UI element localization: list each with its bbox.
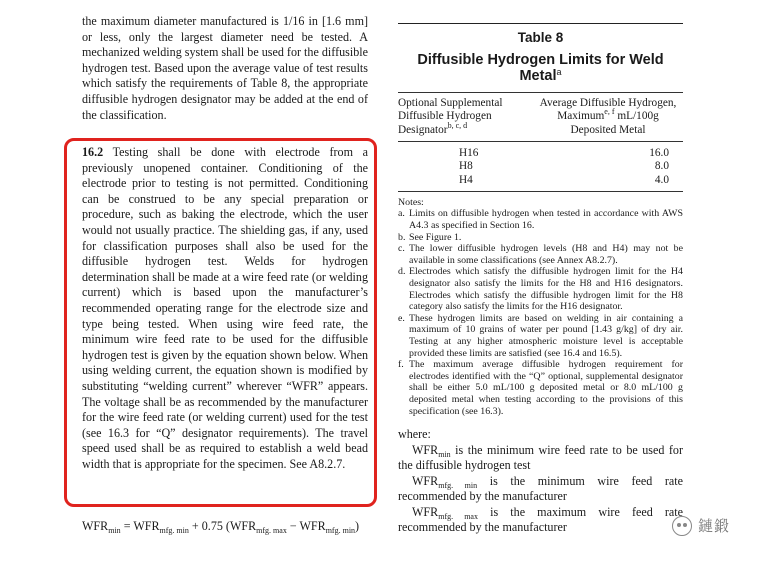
- header-line: Optional Supplemental: [398, 97, 503, 109]
- header-text: Designator: [398, 123, 448, 136]
- table-8: [398, 23, 683, 417]
- paragraph-diameter: the maximum diameter manufactured is 1/16 in [1.6 mm] or less, only the largest diameter need be tested. A mechanized welding system shall be used for the diffusible hydrogen test. Based upon the average value of test results which satisfy the requirements of Table 8, the appropriate diffusible hydrogen designator may be added at the end of the classification.: [82, 14, 368, 122]
- left-column: [82, 10, 368, 123]
- where-label: where:: [398, 427, 431, 441]
- watermark: [672, 515, 730, 536]
- note-text: See Figure 1.: [409, 231, 462, 243]
- note-item: [398, 266, 683, 312]
- note-item: [398, 208, 683, 231]
- note-text: Limits on diffusible hydrogen when tested in accordance with AWS A4.3 as specified in Section 16.: [409, 208, 683, 232]
- def-text: is the minimum wire feed rate recommended by the manufacturer: [398, 473, 683, 503]
- header-line: Deposited Metal: [570, 123, 646, 136]
- column-header-average: [533, 97, 683, 137]
- header-notes: b, c, d: [447, 120, 468, 130]
- table-caption-text: Diffusible Hydrogen Limits for Weld Metal: [417, 52, 664, 84]
- def-subscript: mfg. max: [438, 511, 478, 521]
- header-line: Average Diffusible Hydrogen,: [539, 97, 677, 109]
- cell-value: 8.0: [654, 160, 669, 173]
- table-label: Table 8: [517, 30, 564, 45]
- wfr-equation: [82, 519, 359, 534]
- definition-wfr-min: [398, 443, 683, 474]
- table-top-rule: [398, 23, 683, 24]
- column-header-designator: [398, 97, 528, 137]
- note-letter: e.: [398, 312, 405, 324]
- note-letter: c.: [398, 243, 405, 255]
- section-number: 16.2: [82, 145, 104, 159]
- table-bottom-rule: [398, 191, 683, 192]
- table-row: [398, 160, 683, 173]
- header-text: Maximum: [557, 110, 605, 123]
- eq-plus: + 0.75 (WFR: [188, 519, 257, 533]
- table-header: [398, 92, 683, 141]
- notes-heading: Notes:: [398, 196, 424, 208]
- cell-designator: H4: [459, 173, 473, 186]
- cell-value: 4.0: [654, 173, 669, 186]
- header-line: Diffusible Hydrogen: [398, 110, 492, 123]
- note-text: The lower diffusible hydrogen levels (H8 and H4) may not be available in some classifications (see Annex A8.2.7).: [409, 243, 683, 266]
- header-notes: e, f: [604, 107, 615, 117]
- table-caption: [398, 52, 683, 84]
- header-line: [533, 107, 683, 123]
- def-subscript: mfg. min: [438, 480, 478, 490]
- table-notes: [398, 197, 683, 417]
- header-line: [398, 120, 528, 137]
- eq-wfr: WFR: [82, 519, 109, 533]
- note-text: Electrodes which satisfy the diffusible hydrogen limit for the H4 designator also satisfy the limits for the H8 and H16 designators. Electrodes which satisfy the diffusible hydrogen limit for the H8 category also satisfy the limits for the H16 designator.: [409, 266, 683, 313]
- def-text: is the maximum wire feed rate recommended by the manufacturer: [398, 504, 683, 534]
- table-caption-note: a: [556, 67, 562, 77]
- cell-value: 16.0: [649, 147, 669, 160]
- table-row: [398, 174, 683, 187]
- definition-wfr-mfg-min: [398, 474, 683, 505]
- note-letter: f.: [398, 359, 404, 371]
- note-text: The maximum average diffusible hydrogen requirement for electrodes identified with the “Q” optional, supplemental designator shall be either 5.0 mL/100 g deposited metal or 8.0 mL/100 g deposited metal when testing according to the provisions of this specification (see 16.3).: [409, 359, 683, 417]
- table-body: [398, 142, 683, 191]
- wechat-icon: [672, 516, 692, 536]
- note-item: [398, 232, 683, 244]
- definition-wfr-mfg-max: [398, 505, 683, 536]
- def-symbol: WFR: [412, 442, 439, 457]
- cell-designator: H8: [459, 160, 473, 173]
- table-row: [398, 147, 683, 160]
- section-16-2: [82, 145, 368, 472]
- section-16-2-text: Testing shall be done with electrode from a previously unopened container. Conditioning of the electrode prior to testing is not permitted. Conditioning can be construed to be any special preparation or procedure, such as baking the electrode, which the user would not usually practice. The shielding gas, if any, used for classification purposes shall also be used for the diffusible hydrogen test. Welds for hydrogen determination shall be made at a wire feed rate (or welding current) which is based upon the manufacturer’s recommended operating range for the electrode size and type being tested. When using wire feed rate, the minimum wire feed rate to be used for the diffusible hydrogen test is given by the equation shown below. When using welding current, the equation shown is modified by substituting “welding current” wherever “WFR” appears. The voltage shall be as recommended by the manufacturer for the wire feed rate (or welding current) used for the test (see 16.3 for “Q” designator requirements). The travel speed used shall be as required to establish a weld bead width that is appropriate for the specimen. See A8.2.7.: [82, 145, 368, 471]
- note-letter: d.: [398, 266, 406, 278]
- cell-designator: H16: [459, 147, 479, 160]
- note-letter: b.: [398, 231, 406, 243]
- note-item: [398, 359, 683, 417]
- header-text: mL/100g: [614, 110, 659, 123]
- note-item: [398, 313, 683, 359]
- eq-sub-mfg-min: mfg. min: [159, 526, 189, 535]
- def-symbol: WFR: [412, 473, 439, 488]
- where-definitions: [398, 427, 683, 536]
- eq-sub-mfg-max: mfg. max: [256, 526, 287, 535]
- note-item: [398, 243, 683, 266]
- eq-close: ): [355, 519, 360, 533]
- def-symbol: WFR: [412, 504, 439, 519]
- def-text: is the minimum wire feed rate to be used for the diffusible hydrogen test: [398, 442, 683, 472]
- eq-sub-mfg-min-2: mfg. min: [325, 526, 356, 535]
- eq-minus: − WFR: [286, 519, 326, 533]
- eq-equals: = WFR: [120, 519, 160, 533]
- note-letter: a.: [398, 208, 405, 220]
- def-subscript: min: [438, 449, 451, 459]
- note-text: These hydrogen limits are based on welding in air containing a maximum of 10 grains of water per pound [1.43 g/kg] of dry air. Testing at any higher atmospheric moisture level is acceptable provided these limits are satisfied (see 16.4 and 16.5).: [409, 312, 683, 359]
- watermark-text: 鏈鍛: [698, 517, 731, 535]
- eq-sub-min: min: [108, 526, 121, 535]
